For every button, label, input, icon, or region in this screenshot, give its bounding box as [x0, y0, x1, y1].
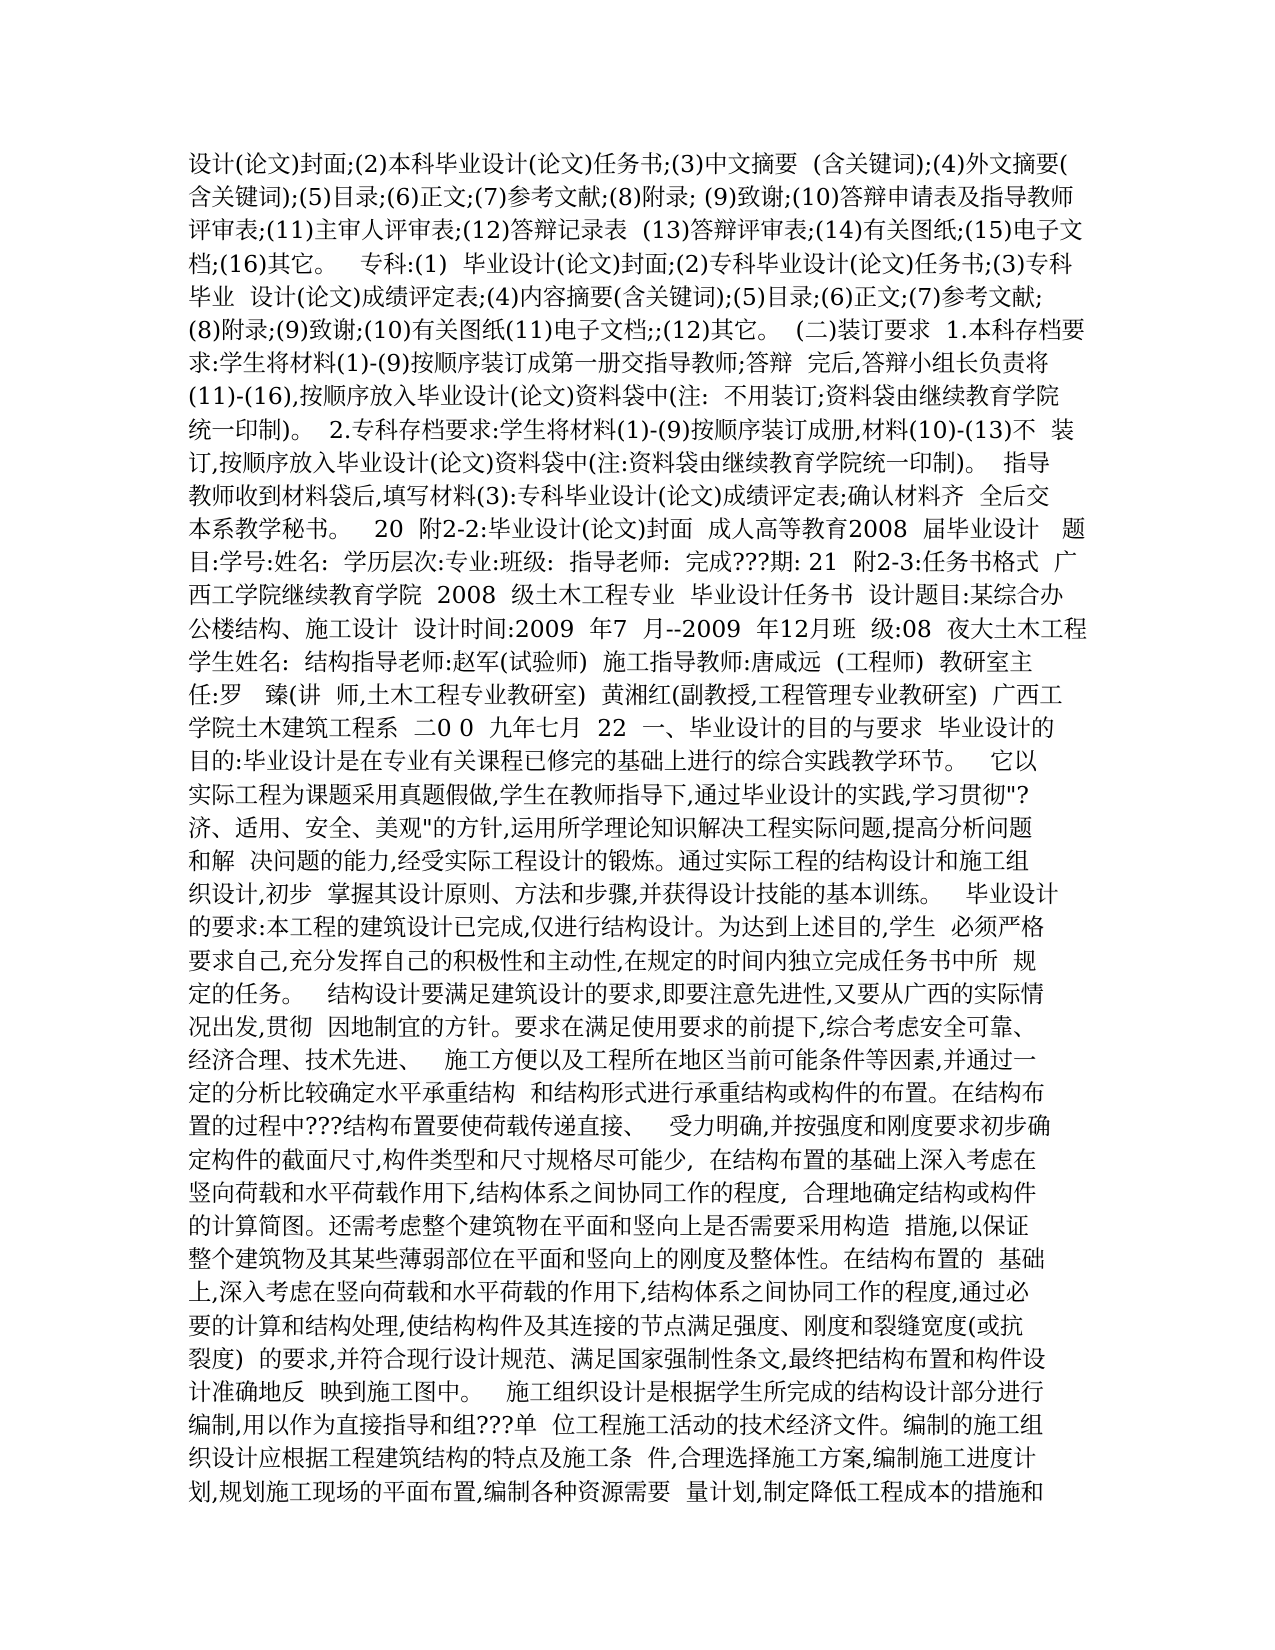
text-line: 的计算简图。还需考虑整个建筑物在平面和竖向上是否需要采用构造 措施,以保证 [188, 1212, 1029, 1240]
text-line: 学院土木建筑工程系 二0 0 九年七月 22 一、毕业设计的目的与要求 毕业设计的 [188, 714, 1055, 743]
text-line: (11)-(16),按顺序放入毕业设计(论文)资料袋中(注: 不用装订;资料袋由继续教育学院 [188, 382, 1060, 411]
text-line: 划,规划施工现场的平面布置,编制各种资源需要 量计划,制定降低工程成本的措施和 [188, 1477, 1044, 1506]
text-line: 经济合理、技术先进、 施工方便以及工程所在地区当前可能条件等因素,并通过一 [188, 1046, 1037, 1075]
text-line: 裂度) 的要求,并符合现行设计规范、满足国家强制性条文,最终把结构布置和构件设 [188, 1344, 1046, 1373]
text-line: 学生姓名: 结构指导老师:赵军(试验师) 施工指导教师:唐咸远 (工程师) 教研室主 [188, 647, 1033, 676]
text-line: 定的任务。 结构设计要满足建筑设计的要求,即要注意先进性,又要从广西的实际情 [188, 979, 1044, 1008]
text-line: 置的过程中???结构布置要使荷载传递直接、 受力明确,并按强度和刚度要求初步确 [188, 1112, 1051, 1141]
text-line: 定构件的截面尺寸,构件类型和尺寸规格尽可能少, 在结构布置的基础上深入考虑在 [188, 1145, 1037, 1174]
text-line: 目:学号:姓名: 学历层次:专业:班级: 指导老师: 完成???期: 21 附2-3:任务书格式 广 [188, 548, 1078, 577]
text-line: 要求自己,充分发挥自己的积极性和主动性,在规定的时间内独立完成任务书中所 规 [188, 946, 1037, 975]
text-line: 济、适用、安全、美观"的方针,运用所学理论知识解决工程实际问题,提高分析问题 [188, 813, 1033, 842]
text-line: 和解 决问题的能力,经受实际工程设计的锻炼。通过实际工程的结构设计和施工组 [188, 846, 1029, 875]
body-text [188, 148, 1088, 1509]
text-line: 教师收到材料袋后,填写材料(3):专科毕业设计(论文)成绩评定表;确认材料齐 全后交 [188, 481, 1050, 510]
text-line: (8)附录;(9)致谢;(10)有关图纸(11)电子文档;;(12)其它。 (二)装订要求 1.本科存档要 [188, 315, 1085, 344]
text-line: 要的计算和结构处理,使结构构件及其连接的节点满足强度、刚度和裂缝宽度(或抗 [188, 1311, 1024, 1340]
text-line: 评审表;(11)主审人评审表;(12)答辩记录表 (13)答辩评审表;(14)有关图纸;(15)电子文 [188, 216, 1083, 245]
text-line: 毕业 设计(论文)成绩评定表;(4)内容摘要(含关键词);(5)目录;(6)正文;(7)参考文献; [188, 282, 1043, 311]
text-line: 统一印制)。 2.专科存档要求:学生将材料(1)-(9)按顺序装订成册,材料(10)-(13)不 装 [188, 415, 1075, 444]
text-line: 织设计应根据工程建筑结构的特点及施工条 件,合理选择施工方案,编制施工进度计 [188, 1444, 1037, 1473]
text-line: 公楼结构、施工设计 设计时间:2009 年7 月--2009 年12月班 级:08 夜大土木工程 [188, 614, 1088, 643]
text-line: 实际工程为课题采用真题假做,学生在教师指导下,通过毕业设计的实践,学习贯彻"? [188, 780, 1029, 809]
text-line: 定的分析比较确定水平承重结构 和结构形式进行承重结构或构件的布置。在结构布 [188, 1079, 1045, 1108]
text-line: 况出发,贯彻 因地制宜的方针。要求在满足使用要求的前提下,综合考虑安全可靠、 [188, 1012, 1037, 1041]
text-line: 任:罗 臻(讲 师,土木工程专业教研室) 黄湘红(副教授,工程管理专业教研室) 广西工 [188, 681, 1063, 709]
text-line: 设计(论文)封面;(2)本科毕业设计(论文)任务书;(3)中文摘要 (含关键词);(4)外文摘要( [188, 150, 1069, 178]
text-line: 整个建筑物及其某些薄弱部位在平面和竖向上的刚度及整体性。在结构布置的 基础 [188, 1245, 1045, 1274]
text-line: 订,按顺序放入毕业设计(论文)资料袋中(注:资料袋由继续教育学院统一印制)。 指导 [188, 448, 1050, 477]
text-line: 西工学院继续教育学院 2008 级土木工程专业 毕业设计任务书 设计题目:某综合办 [188, 581, 1064, 610]
text-line: 计准确地反 映到施工图中。 施工组织设计是根据学生所完成的结构设计部分进行 [188, 1377, 1044, 1406]
text-line: 含关键词);(5)目录;(6)正文;(7)参考文献;(8)附录; (9)致谢;(10)答辩申请表及指导教师 [188, 183, 1074, 212]
text-line: 目的:毕业设计是在专业有关课程已修完的基础上进行的综合实践教学环节。 它以 [188, 747, 1037, 776]
text-line: 的要求:本工程的建筑设计已完成,仅进行结构设计。为达到上述目的,学生 必须严格 [188, 913, 1045, 942]
text-line: 档;(16)其它。 专科:(1) 毕业设计(论文)封面;(2)专科毕业设计(论文)任务书;(3)专科 [188, 249, 1073, 278]
text-line: 编制,用以作为直接指导和组???单 位工程施工活动的技术经济文件。编制的施工组 [188, 1411, 1044, 1440]
text-line: 求:学生将材料(1)-(9)按顺序装订成第一册交指导教师;答辩 完后,答辩小组长负责将 [188, 349, 1049, 378]
text-line: 本系教学秘书。 20 附2-2:毕业设计(论文)封面 成人高等教育2008 届毕业设计 题 [188, 515, 1086, 544]
text-line: 上,深入考虑在竖向荷载和水平荷载的作用下,结构体系之间协同工作的程度,通过必 [188, 1278, 1029, 1307]
text-line: 织设计,初步 掌握其设计原则、方法和步骤,并获得设计技能的基本训练。 毕业设计 [188, 880, 1059, 909]
text-line: 竖向荷载和水平荷载作用下,结构体系之间协同工作的程度, 合理地确定结构或构件 [188, 1178, 1037, 1207]
